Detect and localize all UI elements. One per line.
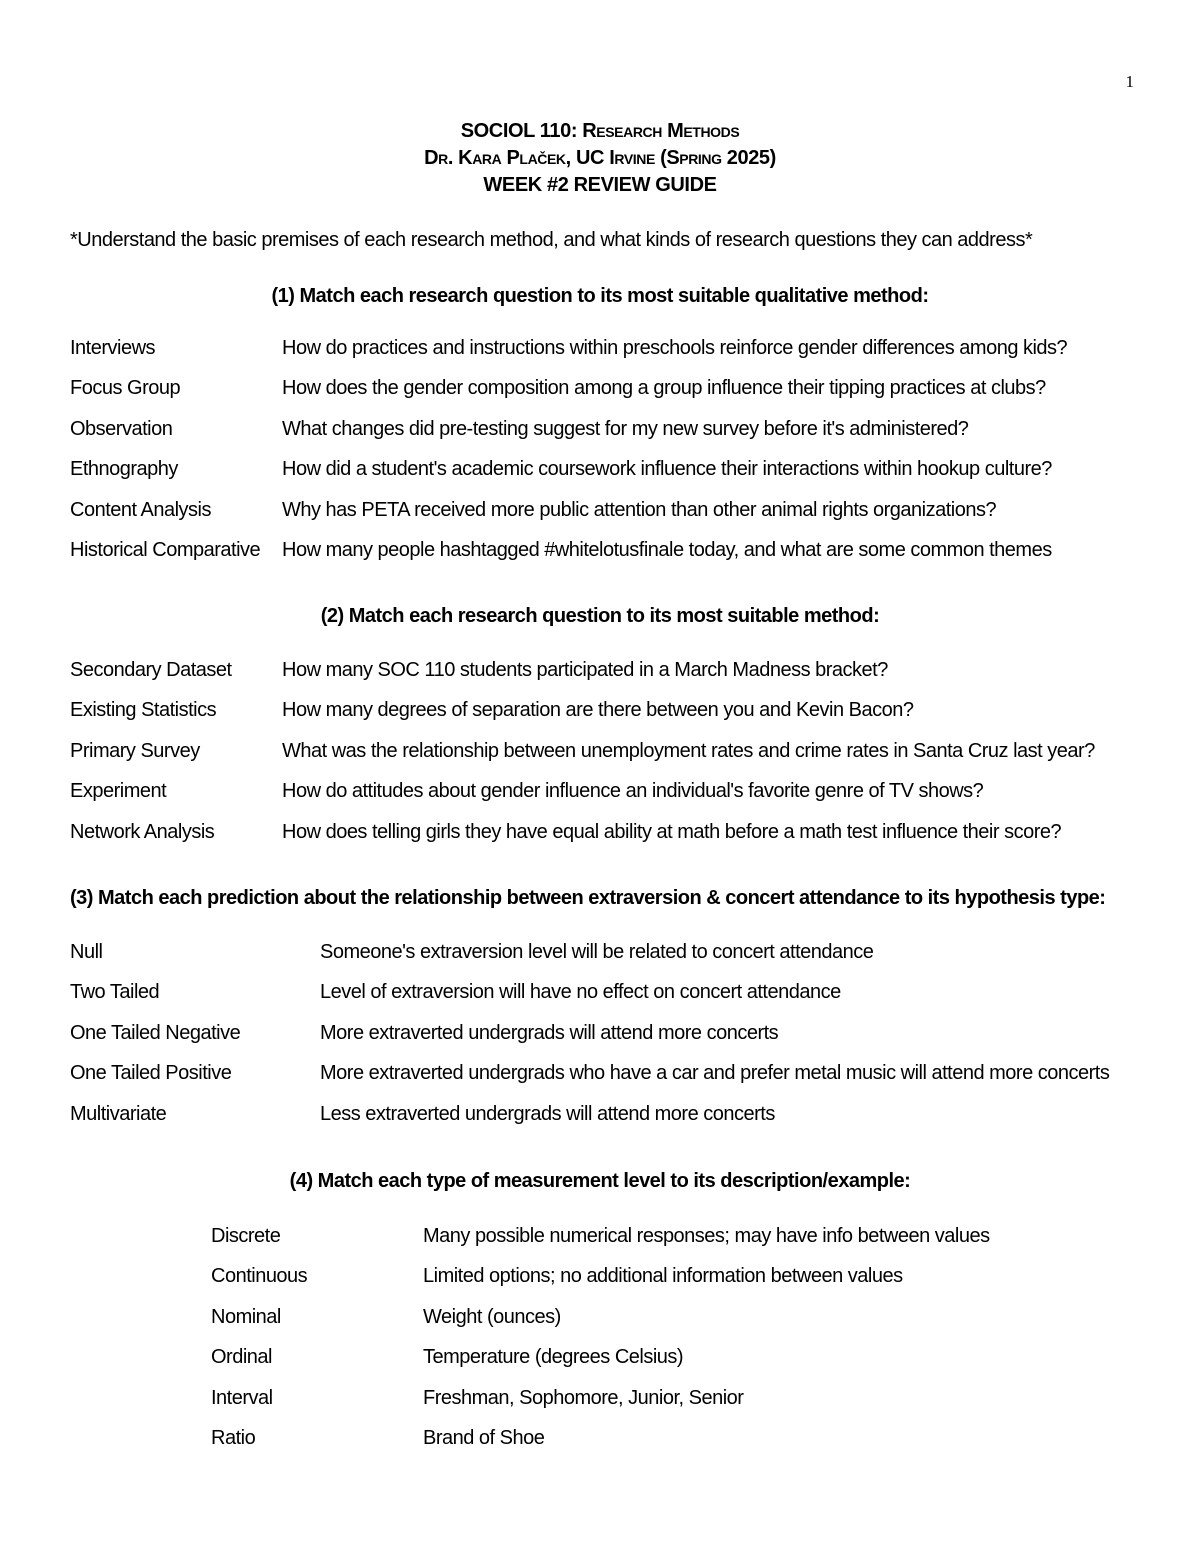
measurement-level: Ratio [211, 1426, 256, 1449]
measurement-level: Continuous [211, 1265, 308, 1288]
method-term: Focus Group [70, 377, 181, 400]
research-question: How many SOC 110 students participated in a March Madness bracket? [282, 659, 888, 681]
section4-title: (4) Match each type of measurement level to its description/example: [289, 1170, 911, 1192]
instructor-line [0, 145, 1200, 172]
term-close: 2025) [721, 147, 776, 169]
instructor-name: Dr. Kara Plaček [424, 147, 566, 169]
hypothesis-type: One Tailed Negative [70, 1021, 241, 1044]
measurement-level: Nominal [211, 1305, 281, 1328]
hypothesis-type: Null [70, 941, 103, 963]
section2-title: (2) Match each research question to its most suitable method: [320, 605, 880, 627]
hypothesis-type: Multivariate [70, 1102, 167, 1125]
measurement-description: Brand of Shoe [423, 1426, 545, 1449]
method-term: Ethnography [70, 458, 178, 481]
instructor-school: Irvine [609, 147, 655, 169]
method-term: Secondary Dataset [70, 659, 232, 681]
measurement-description: Weight (ounces) [423, 1305, 561, 1328]
research-question: How does the gender composition among a group influence their tipping practices at clubs? [282, 377, 1046, 400]
term-season: Spring [666, 147, 722, 169]
instruction-note: *Understand the basic premises of each research method, and what kinds of research questions they can address* [70, 229, 1033, 251]
measurement-level: Interval [211, 1386, 273, 1409]
measurement-description: Limited options; no additional information between values [423, 1265, 903, 1288]
measurement-description: Many possible numerical responses; may have info between values [423, 1225, 990, 1247]
measurement-description: Freshman, Sophomore, Junior, Senior [423, 1386, 744, 1409]
method-term: Observation [70, 417, 173, 440]
term-open: ( [654, 147, 667, 169]
research-question: How did a student's academic coursework influence their interactions within hookup culture? [282, 458, 1052, 481]
measurement-level: Ordinal [211, 1346, 272, 1369]
guide-title: WEEK #2 REVIEW GUIDE [483, 174, 717, 196]
research-question: How does telling girls they have equal ability at math before a math test influence their score? [282, 820, 1062, 843]
prediction: Level of extraversion will have no effect on concert attendance [320, 981, 841, 1004]
measurement-level: Discrete [211, 1225, 281, 1247]
method-term: Content Analysis [70, 498, 211, 521]
method-term: Network Analysis [70, 820, 215, 843]
research-question: How many people hashtagged #whitelotusfinale today, and what are some common themes [282, 538, 1052, 561]
research-question: How many degrees of separation are there between you and Kevin Bacon? [282, 699, 914, 722]
instructor-mid: , UC [565, 147, 610, 169]
research-question: How do practices and instructions within preschools reinforce gender differences among kids? [282, 337, 1068, 359]
research-question: What changes did pre-testing suggest for my new survey before it's administered? [282, 417, 969, 440]
method-term: Existing Statistics [70, 699, 217, 722]
course-title: Research Methods [582, 120, 740, 142]
method-term: Historical Comparative [70, 538, 261, 561]
research-question: What was the relationship between unemployment rates and crime rates in Santa Cruz last year? [282, 739, 1095, 762]
prediction: Less extraverted undergrads will attend more concerts [320, 1102, 775, 1125]
method-term: Interviews [70, 337, 156, 359]
section3-title: (3) Match each prediction about the relationship between extraversion & concert attendance to its hypothesis type: [70, 887, 1106, 909]
research-question: How do attitudes about gender influence an individual's favorite genre of TV shows? [282, 780, 984, 803]
document-header [0, 118, 1200, 199]
section1-title: (1) Match each research question to its most suitable qualitative method: [271, 285, 929, 307]
course-line [0, 118, 1200, 145]
hypothesis-type: One Tailed Positive [70, 1062, 232, 1085]
course-prefix: SOCIOL 110: [460, 120, 583, 142]
method-term: Primary Survey [70, 739, 200, 762]
hypothesis-type: Two Tailed [70, 981, 160, 1004]
prediction: More extraverted undergrads will attend more concerts [320, 1021, 779, 1044]
prediction: More extraverted undergrads who have a car and prefer metal music will attend more concerts [320, 1062, 1110, 1085]
measurement-description: Temperature (degrees Celsius) [423, 1346, 684, 1369]
research-question: Why has PETA received more public attention than other animal rights organizations? [282, 498, 997, 521]
prediction: Someone's extraversion level will be related to concert attendance [320, 941, 874, 963]
page-number: 1 [1125, 72, 1134, 91]
method-term: Experiment [70, 780, 167, 803]
